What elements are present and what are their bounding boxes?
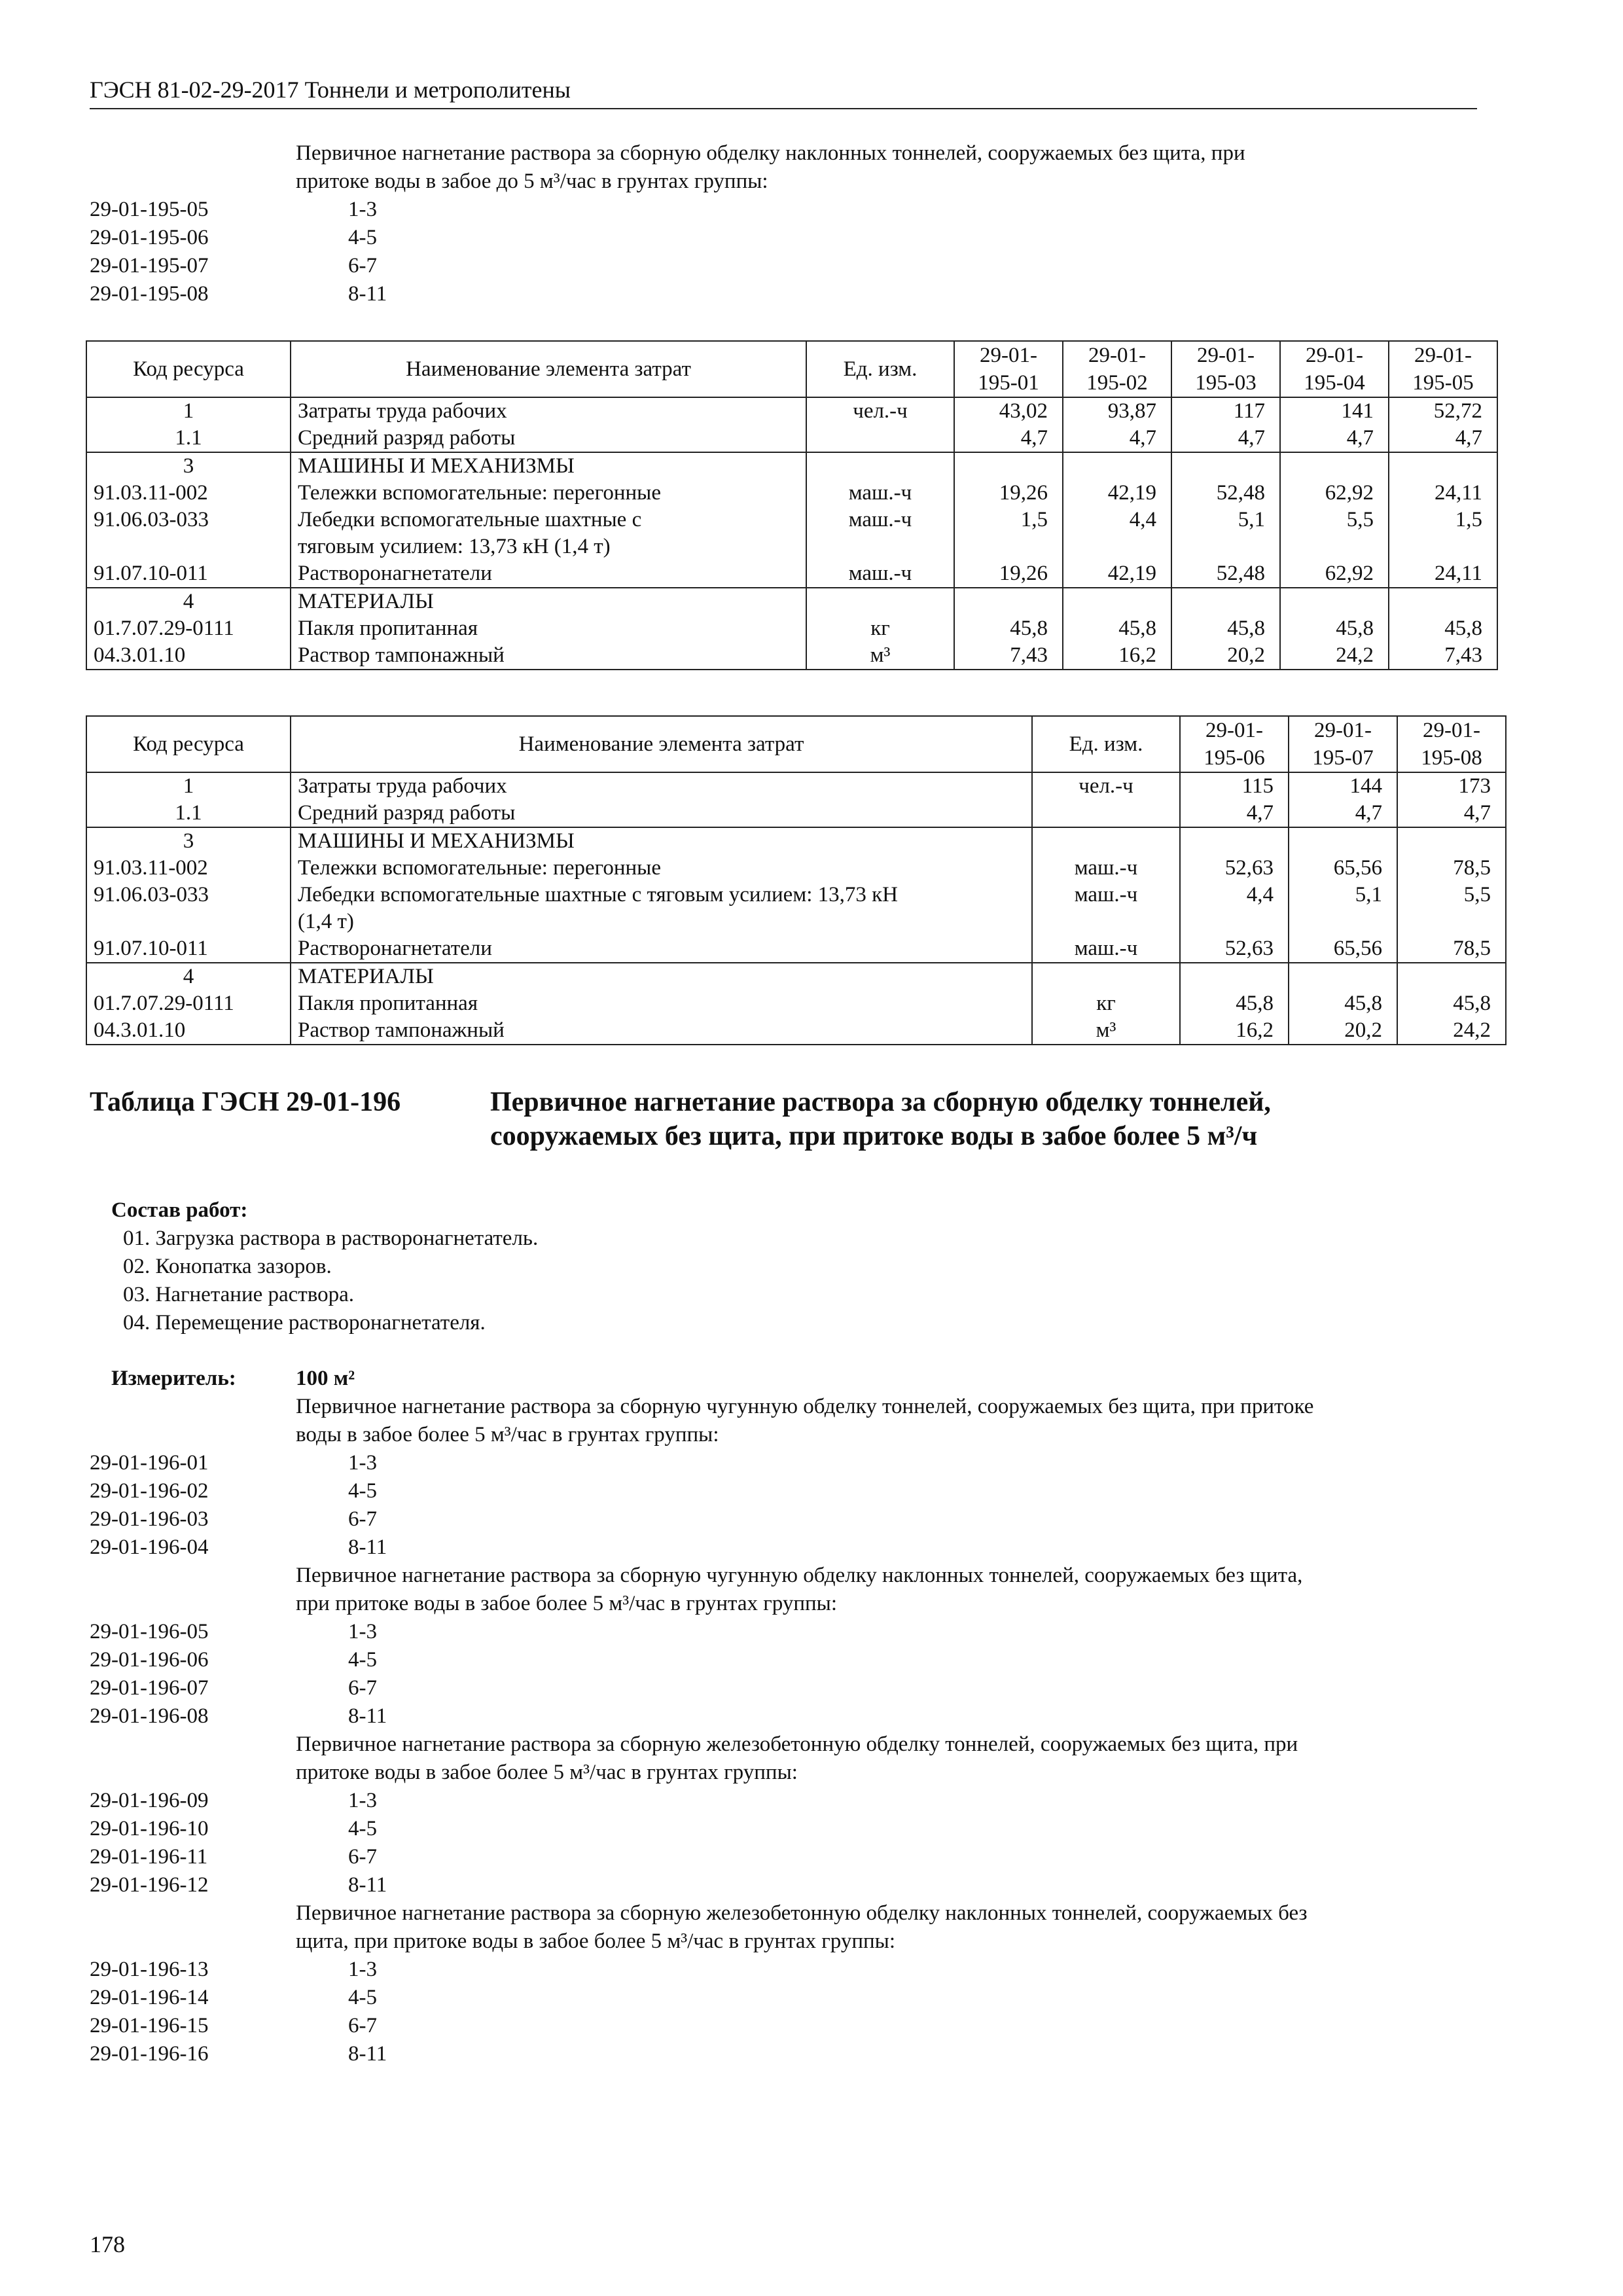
resource-code: 1 (86, 397, 291, 425)
resource-name: Тележки вспомогательные: перегонные (291, 480, 806, 507)
norm-value: 45,8 (1289, 990, 1397, 1017)
resource-code: 1.1 (86, 800, 291, 827)
table-row (86, 935, 1506, 963)
norm-code-line2: 195-06 (1204, 746, 1265, 770)
resource-code: 1.1 (86, 425, 291, 452)
table-row (86, 963, 1506, 990)
item-code: 29-01-196-07 (90, 1676, 209, 1700)
norm-value (1397, 908, 1506, 935)
item-group: 4-5 (348, 1817, 377, 1840)
resource-name: Пакля пропитанная (291, 990, 1032, 1017)
item-code: 29-01-195-05 (90, 198, 209, 221)
resource-name: Лебедки вспомогательные шахтные с (291, 507, 806, 533)
norm-code-line2: 195-01 (978, 371, 1039, 395)
resource-unit (1032, 963, 1180, 990)
norm-value: 78,5 (1397, 855, 1506, 882)
resource-unit: маш.-ч (1032, 855, 1180, 882)
norm-value: 42,19 (1063, 480, 1171, 507)
resource-name: Тележки вспомогательные: перегонные (291, 855, 1032, 882)
norm-code-line1: 29-01- (980, 344, 1037, 367)
group-intro-line: Первичное нагнетание раствора за сборную чугунную обделку тоннелей, сооружаемых без щита, при притоке (296, 1395, 1314, 1418)
item-code: 29-01-196-13 (90, 1958, 209, 1981)
norm-value (1289, 908, 1397, 935)
norm-value: 4,7 (1180, 800, 1289, 827)
norm-value: 1,5 (1389, 507, 1497, 533)
resource-unit: маш.-ч (806, 507, 954, 533)
resource-name: Лебедки вспомогательные шахтные с тяговым усилием: 13,73 кН (291, 882, 1032, 908)
code-row (90, 196, 1477, 224)
group-intro-line: Первичное нагнетание раствора за сборную чугунную обделку наклонных тоннелей, сооружаемых без щита, (296, 1564, 1303, 1587)
intro-line: притоке воды в забое до 5 м³/час в грунтах группы: (296, 170, 768, 193)
resource-name: Растворонагнетатели (291, 935, 1032, 963)
item-group: 8-11 (348, 2042, 387, 2066)
col-header-norm (1397, 716, 1506, 772)
col-header-norm (1063, 341, 1171, 397)
resource-unit: м³ (806, 642, 954, 670)
norm-value: 52,63 (1180, 855, 1289, 882)
item-code: 29-01-196-02 (90, 1479, 209, 1503)
measure-label: Измеритель: (111, 1367, 236, 1390)
table-title (490, 1085, 1472, 1153)
code-row (90, 1618, 1477, 1646)
item-group: 4-5 (348, 1986, 377, 2009)
page-header (90, 74, 1477, 109)
norm-value: 45,8 (1171, 615, 1280, 642)
item-code: 29-01-196-11 (90, 1845, 208, 1869)
norm-value (954, 533, 1063, 560)
code-row (90, 252, 1477, 280)
resource-name: Раствор тампонажный (291, 642, 806, 670)
table-row (86, 397, 1497, 425)
norm-value: 5,5 (1397, 882, 1506, 908)
resource-unit (806, 425, 954, 452)
item-group: 1-3 (348, 1958, 377, 1981)
norm-value (954, 452, 1063, 480)
intro-line: Первичное нагнетание раствора за сборную обделку наклонных тоннелей, сооружаемых без щита, при (296, 141, 1245, 165)
code-row (90, 2012, 1477, 2040)
table-row (86, 480, 1497, 507)
norm-code-line2: 195-03 (1195, 371, 1257, 395)
norm-value: 45,8 (1280, 615, 1389, 642)
norm-value (1063, 588, 1171, 615)
table-row (86, 827, 1506, 855)
code-row (90, 1956, 1477, 1984)
norm-value: 5,1 (1289, 882, 1397, 908)
resource-code: 4 (86, 588, 291, 615)
norm-value: 4,7 (1171, 425, 1280, 452)
item-code: 29-01-196-04 (90, 1535, 209, 1559)
norm-value (1289, 827, 1397, 855)
table-row (86, 772, 1506, 800)
resource-name: Раствор тампонажный (291, 1017, 1032, 1045)
norm-value (1280, 452, 1389, 480)
item-code: 29-01-196-15 (90, 2014, 209, 2037)
resource-code: 1 (86, 772, 291, 800)
resource-code: 91.06.03-033 (86, 882, 291, 908)
norm-value: 4,7 (1063, 425, 1171, 452)
group-intro-line: притоке воды в забое более 5 м³/час в грунтах группы: (296, 1761, 798, 1784)
norm-code-line1: 29-01- (1306, 344, 1363, 367)
item-group: 6-7 (348, 2014, 377, 2037)
item-group: 6-7 (348, 1676, 377, 1700)
col-header-name: Наименование элемента затрат (291, 716, 1032, 772)
code-row (90, 1815, 1477, 1843)
resource-unit: чел.-ч (806, 397, 954, 425)
col-header-code: Код ресурса (86, 716, 291, 772)
code-row (90, 1534, 1477, 1562)
resource-name: Затраты труда рабочих (291, 397, 806, 425)
resource-unit: чел.-ч (1032, 772, 1180, 800)
col-header-norm (1289, 716, 1397, 772)
norm-value: 7,43 (1389, 642, 1497, 670)
resource-unit (806, 588, 954, 615)
group-intro-line: воды в забое более 5 м³/час в грунтах группы: (296, 1423, 719, 1446)
works-heading: Состав работ: (111, 1198, 248, 1222)
norm-value: 19,26 (954, 560, 1063, 588)
norm-value (1389, 588, 1497, 615)
norm-value: 24,11 (1389, 480, 1497, 507)
code-groups (90, 1393, 1477, 2068)
work-item: 03. Нагнетание раствора. (123, 1283, 354, 1306)
resource-code: 91.07.10-011 (86, 935, 291, 963)
resource-unit: кг (1032, 990, 1180, 1017)
measure-value: 100 м² (296, 1367, 355, 1390)
resource-code: 3 (86, 452, 291, 480)
works-list (111, 1196, 538, 1337)
resource-name: тяговым усилием: 13,73 кН (1,4 т) (291, 533, 806, 560)
resource-code: 91.06.03-033 (86, 507, 291, 533)
norm-value: 78,5 (1397, 935, 1506, 963)
norm-value: 45,8 (954, 615, 1063, 642)
code-row (90, 1449, 1477, 1477)
norm-value (1389, 533, 1497, 560)
item-code: 29-01-195-06 (90, 226, 209, 249)
group-intro-line: Первичное нагнетание раствора за сборную железобетонную обделку тоннелей, сооружаемых без щита, при (296, 1732, 1298, 1756)
resource-unit: маш.-ч (1032, 935, 1180, 963)
table-row (86, 990, 1506, 1017)
resource-code: 4 (86, 963, 291, 990)
resource-code: 91.07.10-011 (86, 560, 291, 588)
norm-value: 93,87 (1063, 397, 1171, 425)
title-line-1: Первичное нагнетание раствора за сборную обделку тоннелей, (490, 1087, 1271, 1117)
code-row (90, 1702, 1477, 1731)
resource-name: Средний разряд работы (291, 425, 806, 452)
norm-value: 52,48 (1171, 480, 1280, 507)
item-group: 8-11 (348, 1873, 387, 1897)
norm-value: 4,7 (1389, 425, 1497, 452)
resource-code: 01.7.07.29-0111 (86, 615, 291, 642)
norm-value: 144 (1289, 772, 1397, 800)
norm-value: 4,7 (1289, 800, 1397, 827)
item-code: 29-01-196-09 (90, 1789, 209, 1812)
norm-code-line1: 29-01- (1205, 719, 1263, 742)
norm-value: 7,43 (954, 642, 1063, 670)
norm-value: 65,56 (1289, 855, 1397, 882)
table-row (86, 908, 1506, 935)
resource-name: Затраты труда рабочих (291, 772, 1032, 800)
norm-value (1063, 452, 1171, 480)
norm-value (1397, 827, 1506, 855)
resource-unit: м³ (1032, 1017, 1180, 1045)
resource-name: МАТЕРИАЛЫ (291, 588, 806, 615)
resource-code: 04.3.01.10 (86, 642, 291, 670)
item-code: 29-01-196-10 (90, 1817, 209, 1840)
norm-value: 20,2 (1289, 1017, 1397, 1045)
work-item: 01. Загрузка раствора в растворонагнетатель. (123, 1227, 539, 1250)
item-group: 8-11 (348, 1704, 387, 1728)
top-code-list (90, 139, 1477, 308)
norm-value: 141 (1280, 397, 1389, 425)
norm-value (1280, 533, 1389, 560)
item-group: 4-5 (348, 226, 377, 249)
col-header-norm (954, 341, 1063, 397)
norm-value: 24,2 (1397, 1017, 1506, 1045)
item-group: 8-11 (348, 282, 387, 306)
col-header-name: Наименование элемента затрат (291, 341, 806, 397)
norm-code-line2: 195-07 (1312, 746, 1374, 770)
table-row (86, 507, 1497, 533)
code-row (90, 1505, 1477, 1534)
code-row (90, 224, 1477, 252)
item-group: 4-5 (348, 1479, 377, 1503)
norm-value: 115 (1180, 772, 1289, 800)
norm-code-line2: 195-04 (1304, 371, 1365, 395)
item-group: 6-7 (348, 254, 377, 278)
work-item: 04. Перемещение растворонагнетателя. (123, 1311, 486, 1335)
code-row (90, 1843, 1477, 1871)
item-code: 29-01-196-06 (90, 1648, 209, 1672)
norm-value (954, 588, 1063, 615)
resource-unit (1032, 827, 1180, 855)
resource-code: 91.03.11-002 (86, 480, 291, 507)
col-header-norm (1180, 716, 1289, 772)
resource-unit: маш.-ч (806, 560, 954, 588)
group-intro-line: при притоке воды в забое более 5 м³/час в грунтах группы: (296, 1592, 837, 1615)
norm-code-line1: 29-01- (1314, 719, 1372, 742)
norm-value: 62,92 (1280, 480, 1389, 507)
item-code: 29-01-196-01 (90, 1451, 209, 1475)
resource-name: Растворонагнетатели (291, 560, 806, 588)
resource-name: МАШИНЫ И МЕХАНИЗМЫ (291, 827, 1032, 855)
item-code: 29-01-196-16 (90, 2042, 209, 2066)
resource-code: 91.03.11-002 (86, 855, 291, 882)
norm-code-line2: 195-02 (1086, 371, 1148, 395)
item-code: 29-01-195-08 (90, 282, 209, 306)
resource-name: МАШИНЫ И МЕХАНИЗМЫ (291, 452, 806, 480)
resource-table-2 (86, 715, 1507, 1045)
group-intro-line: щита, при притоке воды в забое более 5 м³/час в грунтах группы: (296, 1929, 896, 1953)
norm-value: 62,92 (1280, 560, 1389, 588)
norm-code-line1: 29-01- (1088, 344, 1146, 367)
item-code: 29-01-196-14 (90, 1986, 209, 2009)
norm-value: 52,72 (1389, 397, 1497, 425)
resource-code (86, 908, 291, 935)
item-code: 29-01-196-03 (90, 1507, 209, 1531)
table-row (86, 800, 1506, 827)
code-row (90, 1477, 1477, 1505)
norm-value: 5,1 (1171, 507, 1280, 533)
resource-unit: кг (806, 615, 954, 642)
norm-value: 45,8 (1397, 990, 1506, 1017)
col-header-code: Код ресурса (86, 341, 291, 397)
item-group: 1-3 (348, 1620, 377, 1643)
resource-unit (806, 452, 954, 480)
header-row (86, 341, 1497, 397)
table-row (86, 882, 1506, 908)
resource-code: 01.7.07.29-0111 (86, 990, 291, 1017)
table-row (86, 425, 1497, 452)
table-row (86, 560, 1497, 588)
norm-value: 1,5 (954, 507, 1063, 533)
header-row (86, 716, 1506, 772)
norm-value (1289, 963, 1397, 990)
norm-value (1180, 963, 1289, 990)
resource-name: МАТЕРИАЛЫ (291, 963, 1032, 990)
norm-value (1171, 452, 1280, 480)
norm-value: 42,19 (1063, 560, 1171, 588)
norm-value (1389, 452, 1497, 480)
norm-code-line2: 195-08 (1421, 746, 1482, 770)
item-code: 29-01-196-08 (90, 1704, 209, 1728)
title-line-2: сооружаемых без щита, при притоке воды в забое более 5 м³/ч (490, 1121, 1258, 1151)
resource-code (86, 533, 291, 560)
resource-name: (1,4 т) (291, 908, 1032, 935)
norm-value: 16,2 (1063, 642, 1171, 670)
norm-value: 4,4 (1063, 507, 1171, 533)
item-code: 29-01-195-07 (90, 254, 209, 278)
code-row (90, 1871, 1477, 1899)
code-row (90, 2040, 1477, 2068)
norm-value (1280, 588, 1389, 615)
table-row (86, 855, 1506, 882)
resource-code: 3 (86, 827, 291, 855)
norm-code-line1: 29-01- (1414, 344, 1472, 367)
col-header-unit: Ед. изм. (806, 341, 954, 397)
norm-value: 4,7 (1280, 425, 1389, 452)
norm-value: 24,2 (1280, 642, 1389, 670)
resource-table-1 (86, 340, 1498, 670)
table-label: Таблица ГЭСН 29-01-196 (90, 1087, 401, 1117)
norm-value: 45,8 (1180, 990, 1289, 1017)
table-row (86, 615, 1497, 642)
norm-value: 117 (1171, 397, 1280, 425)
code-row (90, 1646, 1477, 1674)
resource-unit: маш.-ч (806, 480, 954, 507)
item-group: 1-3 (348, 198, 377, 221)
norm-value: 4,7 (1397, 800, 1506, 827)
norm-value: 173 (1397, 772, 1506, 800)
norm-value: 43,02 (954, 397, 1063, 425)
col-header-norm (1171, 341, 1280, 397)
col-header-norm (1389, 341, 1497, 397)
item-group: 8-11 (348, 1535, 387, 1559)
table-row (86, 642, 1497, 670)
norm-code-line1: 29-01- (1423, 719, 1480, 742)
item-code: 29-01-196-05 (90, 1620, 209, 1643)
code-row (90, 1984, 1477, 2012)
norm-value: 24,11 (1389, 560, 1497, 588)
table-row (86, 452, 1497, 480)
page-number: 178 (90, 2231, 125, 2257)
resource-unit (1032, 800, 1180, 827)
resource-unit (806, 533, 954, 560)
col-header-unit: Ед. изм. (1032, 716, 1180, 772)
work-item: 02. Конопатка зазоров. (123, 1255, 332, 1278)
norm-code-line2: 195-05 (1412, 371, 1474, 395)
resource-unit (1032, 908, 1180, 935)
norm-value (1180, 908, 1289, 935)
item-group: 1-3 (348, 1451, 377, 1475)
norm-value: 16,2 (1180, 1017, 1289, 1045)
code-row (90, 1787, 1477, 1815)
norm-value: 4,7 (954, 425, 1063, 452)
norm-value: 5,5 (1280, 507, 1389, 533)
norm-value (1180, 827, 1289, 855)
resource-name: Средний разряд работы (291, 800, 1032, 827)
resource-unit: маш.-ч (1032, 882, 1180, 908)
norm-value (1063, 533, 1171, 560)
code-row (90, 1674, 1477, 1702)
resource-name: Пакля пропитанная (291, 615, 806, 642)
code-row (90, 280, 1477, 308)
norm-value: 19,26 (954, 480, 1063, 507)
norm-value: 52,48 (1171, 560, 1280, 588)
item-group: 1-3 (348, 1789, 377, 1812)
norm-code-line1: 29-01- (1197, 344, 1255, 367)
col-header-norm (1280, 341, 1389, 397)
table-row (86, 533, 1497, 560)
group-intro-line: Первичное нагнетание раствора за сборную железобетонную обделку наклонных тоннелей, сооружаемых без (296, 1901, 1308, 1925)
table-row (86, 1017, 1506, 1045)
item-code: 29-01-196-12 (90, 1873, 209, 1897)
norm-value (1171, 588, 1280, 615)
item-group: 6-7 (348, 1845, 377, 1869)
header-title: ГЭСН 81-02-29-2017 Тоннели и метрополитены (90, 77, 571, 103)
table-row (86, 588, 1497, 615)
norm-value: 4,4 (1180, 882, 1289, 908)
norm-value: 52,63 (1180, 935, 1289, 963)
norm-value (1171, 533, 1280, 560)
resource-code: 04.3.01.10 (86, 1017, 291, 1045)
norm-value: 65,56 (1289, 935, 1397, 963)
norm-value (1397, 963, 1506, 990)
norm-value: 45,8 (1063, 615, 1171, 642)
norm-value: 20,2 (1171, 642, 1280, 670)
item-group: 6-7 (348, 1507, 377, 1531)
item-group: 4-5 (348, 1648, 377, 1672)
norm-value: 45,8 (1389, 615, 1497, 642)
